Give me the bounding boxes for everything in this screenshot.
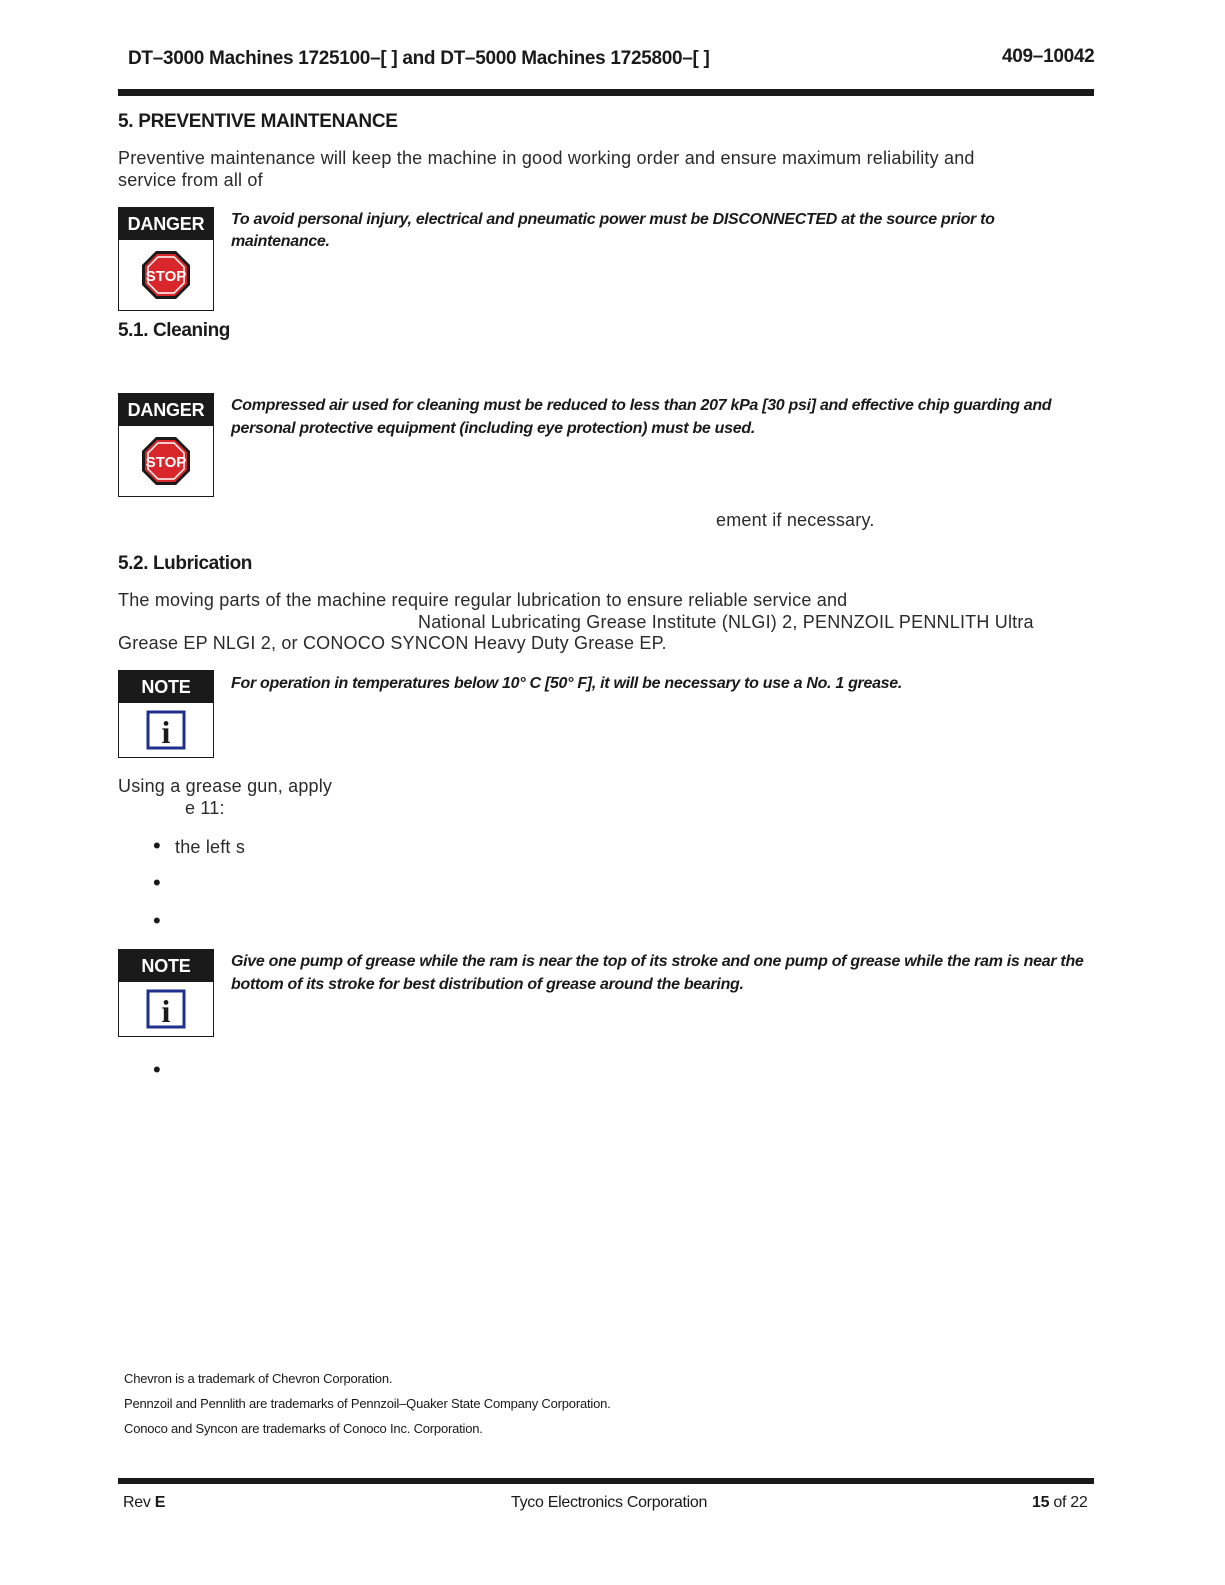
page-current: 15: [1032, 1494, 1050, 1511]
danger-callout-2: [118, 393, 214, 497]
footnote-conoco: Conoco and Syncon are trademarks of Conoco Inc. Corporation.: [124, 1421, 483, 1436]
header-title: DT–3000 Machines 1725100–[ ] and DT–5000 Machines 1725800–[ ]: [128, 48, 710, 69]
bullet-symbol: •: [153, 1057, 161, 1082]
footnote-pennzoil: Pennzoil and Pennlith are trademarks of Pennzoil–Quaker State Company Corporation.: [124, 1396, 611, 1411]
note-callout-1: [118, 670, 214, 758]
bullet-symbol: •: [153, 833, 161, 858]
bullet-symbol: •: [153, 908, 161, 933]
footnote-chevron: Chevron is a trademark of Chevron Corporation.: [124, 1371, 393, 1386]
header-doc-number: 409–10042: [1002, 46, 1095, 67]
section-5-heading: 5. PREVENTIVE MAINTENANCE: [118, 111, 398, 132]
info-icon: [146, 710, 186, 750]
danger-2-text-line-2: personal protective equipment (including eye protection) must be used.: [231, 420, 755, 437]
lubrication-line-3: Grease EP NLGI 2, or CONOCO SYNCON Heavy Duty Grease EP.: [118, 633, 667, 653]
section-5-intro-line-2: service from all of: [118, 170, 263, 190]
footer-page-number: [1032, 1494, 1087, 1512]
grease-gun-line-1: Using a grease gun, apply: [118, 776, 333, 796]
section-5-1-heading: 5.1. Cleaning: [118, 320, 231, 341]
bullet-symbol: •: [153, 870, 161, 895]
grease-gun-line-2: e 11:: [185, 798, 225, 818]
revision-value: E: [154, 1494, 166, 1511]
stop-sign-icon: [140, 435, 192, 487]
note-2-text-line-2: bottom of its stroke for best distribution of grease around the bearing.: [231, 976, 744, 993]
info-icon: [146, 989, 186, 1029]
footer-rule: [118, 1478, 1094, 1484]
section-5-2-heading: 5.2. Lubrication: [118, 553, 253, 574]
stop-sign-icon: [140, 249, 192, 301]
danger-2-text-line-1: Compressed air used for cleaning must be reduced to less than 207 kPa [30 psi] and effective chip guarding and: [231, 397, 1052, 414]
stop-sign-text: STOP: [145, 268, 187, 285]
footer-revision: [123, 1494, 165, 1512]
danger-label: DANGER: [119, 208, 213, 240]
danger-callout-1: [118, 207, 214, 311]
cleaning-text-fragment: ement if necessary.: [716, 510, 875, 530]
page-total: of 22: [1053, 1494, 1088, 1511]
danger-label: DANGER: [119, 394, 213, 426]
lubrication-line-1: The moving parts of the machine require regular lubrication to ensure reliable service and: [118, 590, 848, 610]
header-rule: [118, 89, 1094, 96]
danger-1-text-line-1: To avoid personal injury, electrical and pneumatic power must be DISCONNECTED at the source prior to: [231, 211, 995, 228]
info-icon-text: i: [161, 993, 171, 1029]
stop-sign-text: STOP: [145, 454, 187, 471]
lubrication-line-2: National Lubricating Grease Institute (NLGI) 2, PENNZOIL PENNLITH Ultra: [418, 612, 1034, 632]
note-2-text-line-1: Give one pump of grease while the ram is near the top of its stroke and one pump of grease while the ram is near the: [231, 953, 1084, 970]
note-label: NOTE: [119, 671, 213, 703]
note-1-text: For operation in temperatures below 10° C [50° F], it will be necessary to use a No. 1 grease.: [231, 675, 903, 692]
bullet-1-text: the left s: [175, 837, 246, 857]
revision-label: Rev: [123, 1494, 151, 1511]
note-callout-2: [118, 949, 214, 1037]
info-icon-text: i: [161, 714, 171, 750]
footer-company: Tyco Electronics Corporation: [511, 1494, 708, 1511]
section-5-intro-line-1: Preventive maintenance will keep the machine in good working order and ensure maximum reliability and: [118, 148, 975, 168]
danger-1-text-line-2: maintenance.: [231, 233, 330, 250]
note-label: NOTE: [119, 950, 213, 982]
